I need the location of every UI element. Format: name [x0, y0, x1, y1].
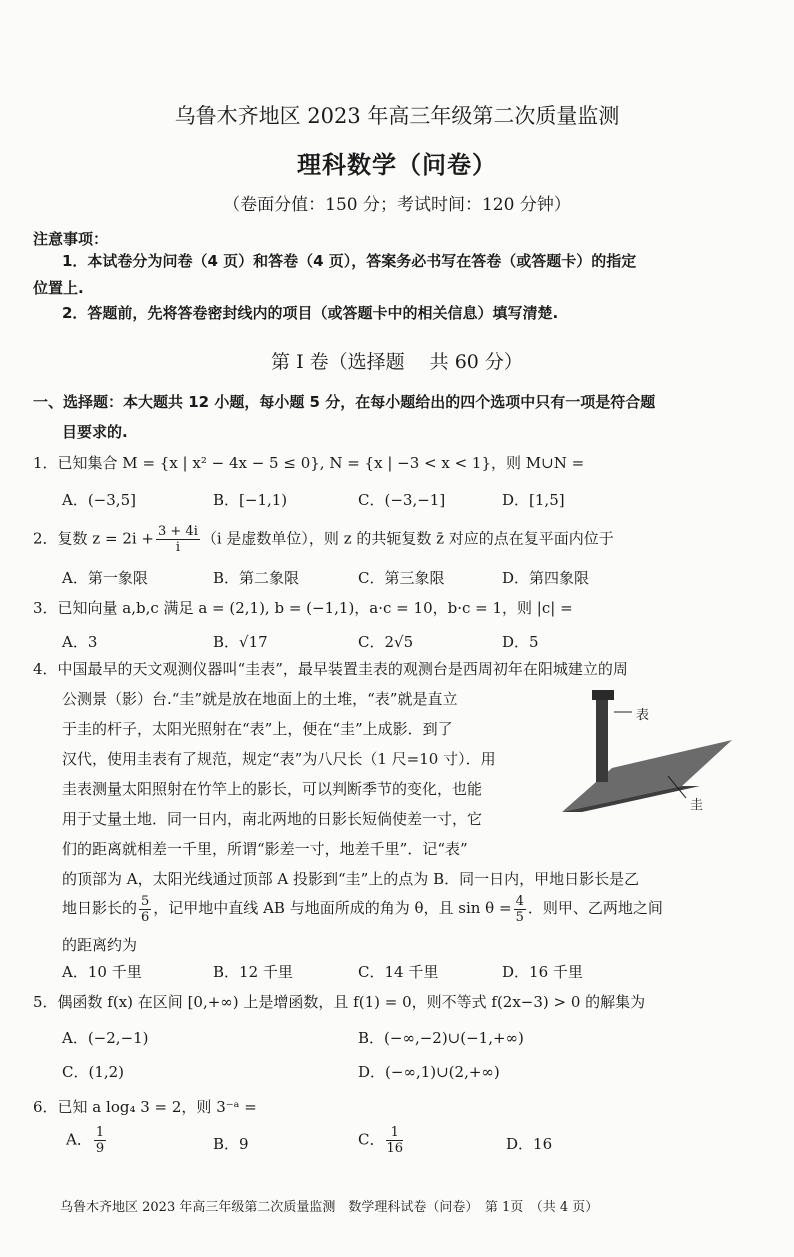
q3-option-d: D．5: [502, 633, 539, 651]
q4-option-d: D．16 千里: [502, 963, 583, 981]
notice-item-2: 2．答题前，先将答卷密封线内的项目（或答题卡中的相关信息）填写清楚.: [62, 304, 559, 322]
gnomon-illustration: [552, 682, 738, 832]
q1-option-d: D．[1,5]: [502, 491, 565, 509]
q4-line-9: [62, 890, 663, 926]
q4-line-4: 汉代，使用圭表有了规范，规定“表”为八尺长（1 尺=10 寸）．用: [62, 750, 496, 768]
q4-frac1-num: 5: [141, 893, 150, 909]
q4-line-10: 的距离约为: [62, 936, 138, 954]
question-6-stem: 6．已知 a log₄ 3 = 2，则 3⁻ᵃ =: [33, 1098, 257, 1116]
label-gui: 圭: [690, 798, 704, 813]
q6-c-prefix: C．: [358, 1130, 385, 1149]
exam-meta: （卷面分值：150 分；考试时间：120 分钟）: [223, 195, 571, 215]
q3-option-b: B．√17: [213, 633, 268, 651]
q4-frac1-den: 6: [141, 909, 150, 925]
q4-line-6: 用于丈量土地．同一日内，南北两地的日影长短倘使差一寸，它: [62, 810, 483, 828]
q2-frac-num: 3 + 4i: [158, 524, 198, 539]
section-instruction: 一、选择题：本大题共 12 小题，每小题 5 分，在每小题给出的四个选项中只有一项是符合题: [33, 393, 656, 411]
q2-option-a: A．第一象限: [62, 569, 148, 587]
label-biao: 表: [636, 708, 650, 723]
question-5-stem: 5．偶函数 f(x) 在区间 [0,+∞) 上是增函数，且 f(1) = 0，则不等式 f(2x−3) > 0 的解集为: [33, 993, 646, 1011]
q4-frac2-den: 5: [515, 909, 524, 925]
exam-title: 乌鲁木齐地区 2023 年高三年级第二次质量监测: [174, 104, 620, 128]
q4-fraction-5-6: [139, 894, 151, 925]
notice-item-1-cont: 位置上.: [33, 279, 84, 297]
exam-subtitle: 理科数学（问卷）: [297, 151, 497, 179]
q4-line-8: 的顶部为 A，太阳光线通过顶部 A 投影到“圭”上的点为 B．同一日内，甲地日影长是乙: [62, 870, 640, 888]
q4-line-7: 们的距离就相差一千里，所谓“影差一寸，地差千里”．记“表”: [62, 840, 468, 858]
q4-line-5: 圭表测量太阳照射在竹竿上的影长，可以判断季节的变化，也能: [62, 780, 483, 798]
q6-c-fraction: [386, 1125, 403, 1156]
q5-option-c: C．(1,2): [62, 1063, 125, 1081]
q6-option-b: B．9: [213, 1135, 249, 1153]
q6-option-a: [66, 1125, 108, 1156]
q4-line-2: 公测景（影）台.“圭”就是放在地面上的土堆，“表”就是直立: [62, 690, 458, 708]
section-instruction-cont: 目要求的.: [62, 423, 128, 441]
section-title: 第 I 卷（选择题 共 60 分）: [271, 351, 523, 373]
q1-option-b: B．[−1,1): [213, 491, 288, 509]
q2-option-c: C．第三象限: [358, 569, 445, 587]
q1-option-a: A．(−3,5]: [62, 491, 136, 509]
q6-a-fraction: [94, 1125, 106, 1156]
q5-option-a: A．(−2,−1): [62, 1029, 149, 1047]
q2-option-b: B．第二象限: [213, 569, 300, 587]
q6-a-den: 9: [95, 1141, 105, 1156]
q4-line-9-mid: ，记甲地中直线 AB 与地面所成的角为 θ，且 sin θ =: [153, 899, 512, 917]
q2-stem-pre: 2．复数 z = 2i +: [33, 529, 154, 548]
q4-line-3: 于圭的杆子，太阳光照射在“表”上，便在“圭”上成影．到了: [62, 720, 453, 738]
q6-a-num: 1: [95, 1125, 105, 1140]
q4-option-c: C．14 千里: [358, 963, 439, 981]
notice-item-1: 1．本试卷分为问卷（4 页）和答卷（4 页），答案务必书写在答卷（或答题卡）的指定: [62, 252, 637, 270]
question-2-stem: [33, 524, 614, 555]
q6-a-prefix: A．: [66, 1130, 92, 1149]
q4-line-9-post: ．则甲、乙两地之间: [527, 899, 663, 917]
q3-option-a: A．3: [62, 633, 98, 651]
q2-fraction: [156, 524, 200, 555]
q5-option-d: D．(−∞,1)∪(2,+∞): [358, 1063, 500, 1081]
question-3-stem: 3．已知向量 a,b,c 满足 a = (2,1), b = (−1,1)，a·c = 10，b·c = 1，则 |c| =: [33, 599, 573, 617]
q1-option-c: C．(−3,−1]: [358, 491, 446, 509]
q2-frac-den: i: [175, 540, 181, 555]
q6-c-num: 1: [386, 1125, 403, 1141]
q4-line-9-pre: 地日影长的: [62, 899, 138, 917]
biao-top-shape: [592, 690, 614, 700]
q4-option-b: B．12 千里: [213, 963, 293, 981]
q3-option-c: C．2√5: [358, 633, 414, 651]
notice-heading: 注意事项：: [33, 230, 109, 248]
q5-option-b: B．(−∞,−2)∪(−1,+∞): [358, 1029, 524, 1047]
q4-option-a: A．10 千里: [62, 963, 142, 981]
q2-option-d: D．第四象限: [502, 569, 590, 587]
q6-option-d: D．16: [506, 1135, 553, 1153]
page-footer: 乌鲁木齐地区 2023 年高三年级第二次质量监测 数学理科试卷（问卷） 第 1页 （共 4 页）: [60, 1200, 599, 1215]
biao-pole-shape: [596, 696, 608, 782]
q4-fraction-4-5: [514, 894, 526, 925]
question-1-stem: 1．已知集合 M = {x | x² − 4x − 5 ≤ 0}, N = {x | −3 < x < 1}，则 M∪N =: [33, 454, 585, 472]
q6-option-c: [358, 1125, 405, 1156]
q6-c-den: 16: [386, 1141, 404, 1156]
q2-stem-post: （i 是虚数单位），则 z 的共轭复数 z̄ 对应的点在复平面内位于: [201, 529, 614, 548]
q4-frac2-num: 4: [515, 893, 524, 909]
q4-line-1: 4．中国最早的天文观测仪器叫“圭表”，最早装置圭表的观测台是西周初年在阳城建立的周: [33, 660, 628, 678]
gui-platform-shape: [562, 740, 732, 812]
